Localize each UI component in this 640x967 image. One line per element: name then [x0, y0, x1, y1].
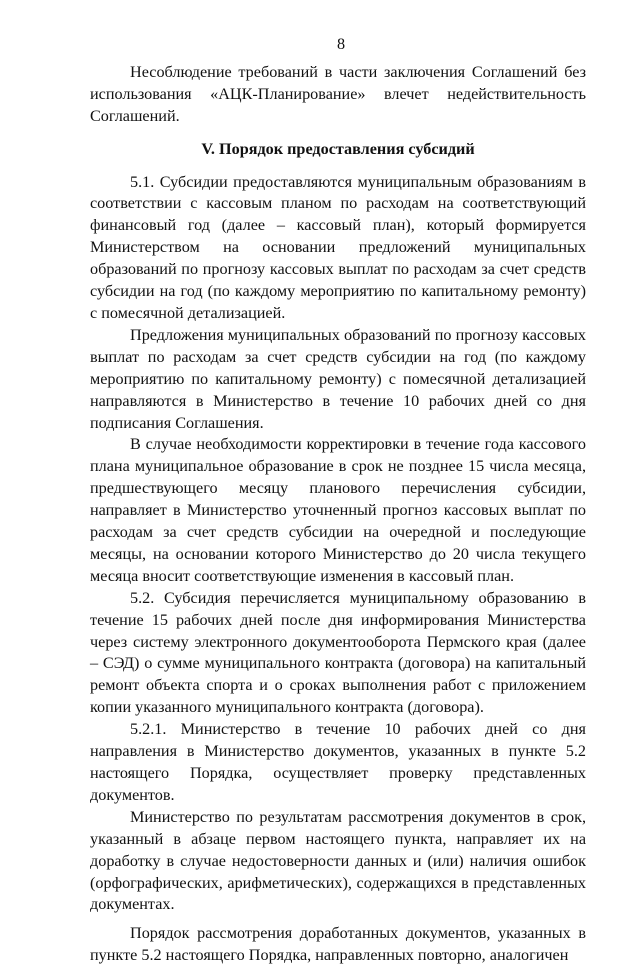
paragraph-correction: В случае необходимости корректировки в течение года кассового плана муниципальное образование в срок не позднее 15 числа месяца, предшествующего месяцу планового перечисления субсидии, направляет в Министерство уточненный прогноз кассовых выплат по расходам за счет средств субсидии на очередной и последующие месяцы, на основании которого Министерство до 20 числа текущего месяца вносит соответствующие изменения в кассовый план. [90, 435, 586, 585]
section-title: V. Порядок предоставления субсидий [201, 139, 475, 158]
intro-paragraph: Несоблюдение требований в части заключения Соглашений без использования «АЦК-Планирование» влечет недействительность Соглашений. [90, 62, 586, 125]
document-page [90, 34, 586, 967]
paragraph-review-results: Министерство по результатам рассмотрения документов в срок, указанный в абзаце первом настоящего пункта, направляет их на доработку в случае недостоверности данных и (или) наличия ошибок (орфографических, арифметических), содержащихся в представленных документах. [90, 807, 586, 914]
paragraph-5-2-1: 5.2.1. Министерство в течение 10 рабочих дней со дня направления в Министерство документов, указанных в пункте 5.2 настоящего Порядка, осуществляет проверку представленных документов. [90, 720, 586, 804]
paragraph-resubmission: Порядок рассмотрения доработанных документов, указанных в пункте 5.2 настоящего Порядка, направленных повторно, аналогичен [90, 924, 586, 965]
paragraph-proposals: Предложения муниципальных образований по прогнозу кассовых выплат по расходам за счет средств субсидии на год (по каждому мероприятию по капитальному ремонту) с помесячной детализацией направляются в Министерство в течение 10 рабочих дней со дня подписания Соглашения. [90, 325, 586, 432]
page-number: 8 [336, 35, 346, 53]
paragraph-5-2: 5.2. Субсидия перечисляется муниципальному образованию в течение 15 рабочих дней после дня информирования Министерства через систему электронного документооборота Пермского края (далее – СЭД) о сумме муниципального контракта (договора) на капитальный ремонт объекта спорта и о сроках выполнения работ с приложением копии указанного муниципального контракта (договора). [90, 588, 586, 717]
paragraph-5-1: 5.1. Субсидии предоставляются муниципальным образованиям в соответствии с кассовым планом по расходам на соответствующий финансовый год (далее – кассовый план), который формируется Министерством на основании предложений муниципальных образований по прогнозу кассовых выплат по расходам за счет средств субсидии на год (по каждому мероприятию по капитальному ремонту) с помесячной детализацией. [90, 172, 586, 322]
